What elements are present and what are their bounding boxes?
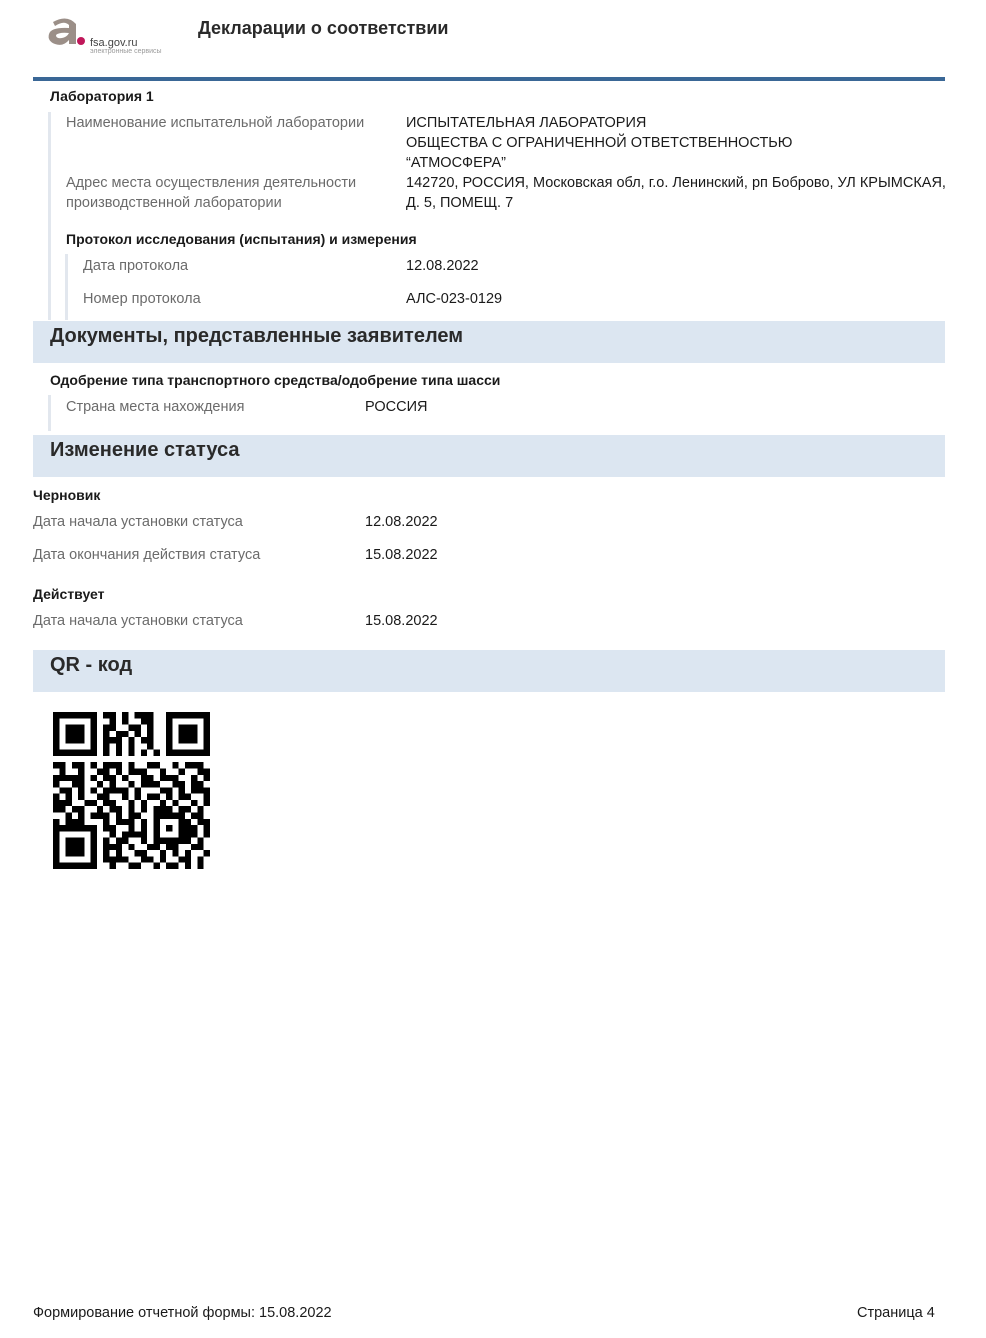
lab-name-label: Наименование испытательной лаборатории [66, 115, 365, 131]
active-start-value: 15.08.2022 [365, 613, 438, 629]
documents-section-title: Документы, представленные заявителем [50, 325, 464, 347]
lab-address-label-line: Адрес места осуществления деятельности [66, 175, 357, 191]
laboratory-title: Лаборатория 1 [50, 88, 154, 104]
protocol-number-value: АЛС-023-0129 [406, 291, 503, 307]
draft-start-value: 12.08.2022 [365, 514, 438, 530]
draft-start-label: Дата начала установки статуса [33, 514, 243, 530]
draft-end-value: 15.08.2022 [365, 547, 438, 563]
status-section-header [33, 435, 945, 477]
status-active-title: Действует [33, 586, 105, 602]
documents-side-bar [48, 395, 51, 431]
vehicle-type-approval-title: Одобрение типа транспортного средства/одобрение типа шасси [50, 372, 501, 388]
header-divider [33, 77, 945, 81]
lab-name-line: ОБЩЕСТВА С ОГРАНИЧЕННОЙ ОТВЕТСТВЕННОСТЬЮ [406, 135, 793, 151]
protocol-side-bar [65, 254, 68, 320]
lab-address-label [66, 173, 356, 213]
footer-generated-date: Формирование отчетной формы: 15.08.2022 [33, 1305, 332, 1321]
country-value: РОССИЯ [365, 399, 428, 415]
lab-name-value [406, 113, 792, 173]
laboratory-side-bar [48, 112, 51, 320]
active-start-label: Дата начала установки статуса [33, 613, 243, 629]
protocol-date-label: Дата протокола [83, 258, 189, 274]
lab-address-line: Д. 5, ПОМЕЩ. 7 [406, 195, 514, 211]
protocol-title: Протокол исследования (испытания) и измерения [66, 231, 417, 247]
qr-code-icon [53, 712, 210, 869]
country-label: Страна места нахождения [66, 399, 245, 415]
logo-subtitle: электронные сервисы [90, 48, 162, 55]
protocol-date-value: 12.08.2022 [406, 258, 479, 274]
documents-section-header [33, 321, 945, 363]
lab-address-line: 142720, РОССИЯ, Московская обл, г.о. Ленинский, рп Боброво, УЛ КРЫМСКАЯ, [406, 175, 946, 191]
lab-address-label-line: производственной лаборатории [66, 195, 282, 211]
footer-page-number: Страница 4 [857, 1305, 935, 1321]
logo-domain: fsa.gov.ru [90, 37, 138, 49]
status-draft-title: Черновик [33, 487, 101, 503]
protocol-number-label: Номер протокола [83, 291, 201, 307]
qr-section-title: QR - код [50, 654, 133, 676]
lab-name-line: “АТМОСФЕРА” [406, 155, 506, 171]
page-title: Декларации о соответствии [198, 18, 449, 38]
status-section-title: Изменение статуса [50, 439, 240, 461]
draft-end-label: Дата окончания действия статуса [33, 547, 261, 563]
lab-address-value [406, 173, 946, 213]
lab-name-line: ИСПЫТАТЕЛЬНАЯ ЛАБОРАТОРИЯ [406, 115, 647, 131]
qr-section-header [33, 650, 945, 692]
